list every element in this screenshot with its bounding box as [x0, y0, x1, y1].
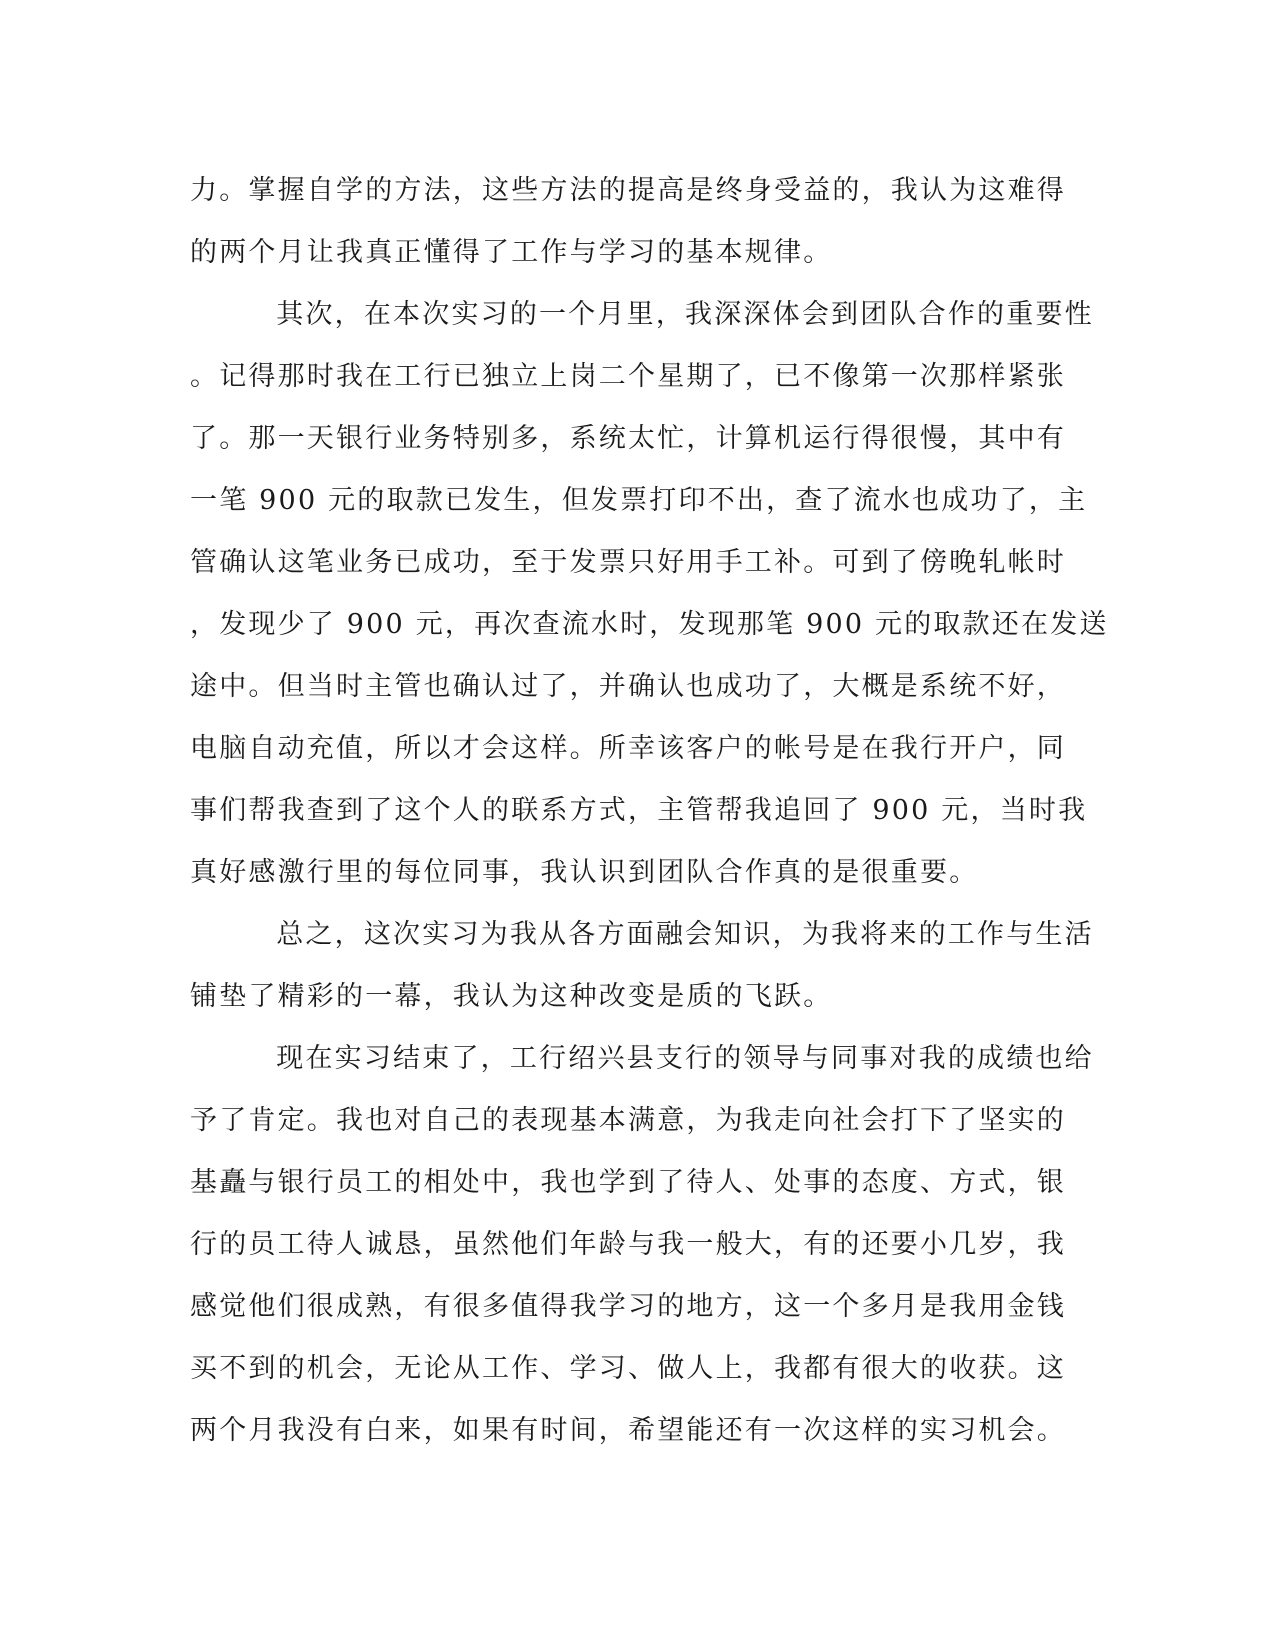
text-line: 真好感激行里的每位同事，我认识到团队合作真的是很重要。 — [190, 857, 979, 888]
text-line: 力。掌握自学的方法，这些方法的提高是终身受益的，我认为这难得 — [190, 175, 1066, 206]
text-line: 一笔 900 元的取款已发生，但发票打印不出，查了流水也成功了，主 — [190, 485, 1088, 516]
text-line: 途中。但当时主管也确认过了，并确认也成功了，大概是系统不好， — [190, 671, 1066, 702]
text-line: 事们帮我查到了这个人的联系方式，主管帮我追回了 900 元，当时我 — [190, 795, 1088, 826]
text-line: 管确认这笔业务已成功，至于发票只好用手工补。可到了傍晚轧帐时 — [190, 547, 1066, 578]
text-line: 现在实习结束了，工行绍兴县支行的领导与同事对我的成绩也给 — [190, 1043, 1094, 1074]
text-line: 。记得那时我在工行已独立上岗二个星期了，已不像第一次那样紧张 — [190, 361, 1066, 392]
text-line: 电脑自动充值，所以才会这样。所幸该客户的帐号是在我行开户，同 — [190, 733, 1066, 764]
text-line: 了。那一天银行业务特别多，系统太忙，计算机运行得很慢，其中有 — [190, 423, 1066, 454]
text-line: 行的员工待人诚恳，虽然他们年龄与我一般大，有的还要小几岁，我 — [190, 1229, 1066, 1260]
text-line: 基矗与银行员工的相处中，我也学到了待人、处事的态度、方式，银 — [190, 1167, 1066, 1198]
text-line: ，发现少了 900 元，再次查流水时，发现那笔 900 元的取款还在发送 — [190, 609, 1109, 640]
text-line: 总之，这次实习为我从各方面融会知识，为我将来的工作与生活 — [190, 919, 1094, 950]
text-line: 感觉他们很成熟，有很多值得我学习的地方，这一个多月是我用金钱 — [190, 1291, 1066, 1322]
text-line: 予了肯定。我也对自己的表现基本满意，为我走向社会打下了坚实的 — [190, 1105, 1066, 1136]
text-line: 其次，在本次实习的一个月里，我深深体会到团队合作的重要性 — [190, 299, 1094, 330]
text-line: 两个月我没有白来，如果有时间，希望能还有一次这样的实习机会。 — [190, 1415, 1066, 1446]
text-line: 铺垫了精彩的一幕，我认为这种改变是质的飞跃。 — [190, 981, 833, 1012]
document-body — [190, 160, 1109, 1462]
text-line: 买不到的机会，无论从工作、学习、做人上，我都有很大的收获。这 — [190, 1353, 1066, 1384]
text-line: 的两个月让我真正懂得了工作与学习的基本规律。 — [190, 237, 833, 268]
